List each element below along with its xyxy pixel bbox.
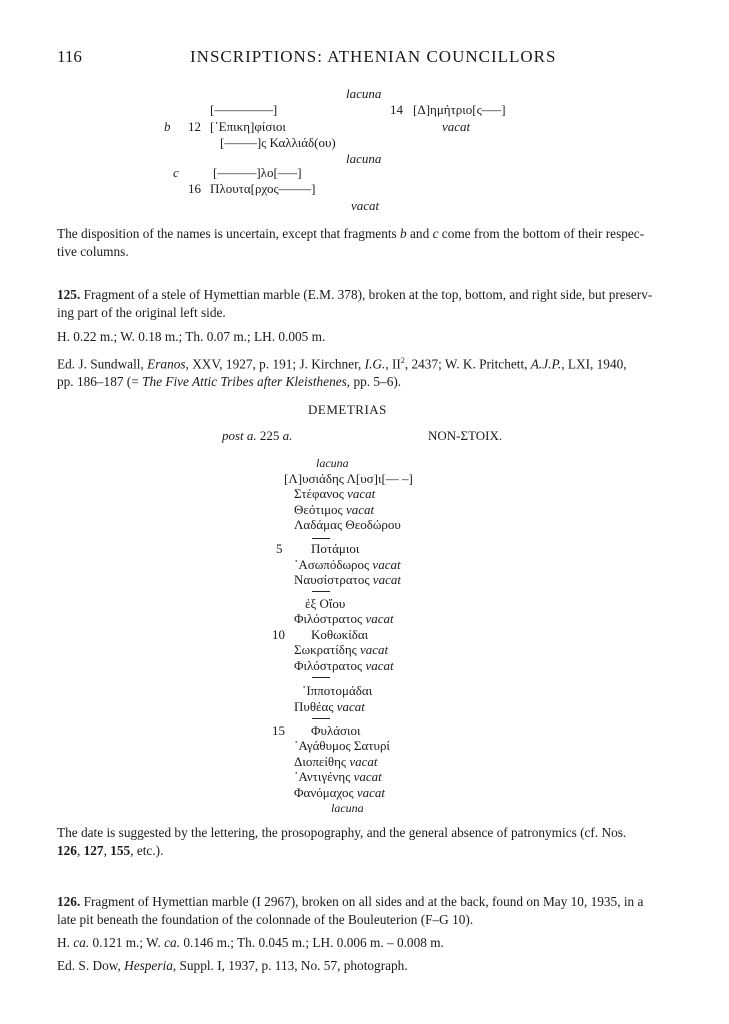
- line-number: 10: [272, 627, 285, 642]
- divider: [312, 718, 330, 719]
- entry-number: 126.: [57, 894, 81, 909]
- inscription-line: [––––––]λο[–––]: [213, 165, 302, 180]
- inscription-line: Ναυσίστρατος vacat: [294, 572, 401, 587]
- page-number: 116: [57, 47, 82, 66]
- lacuna-label: lacuna: [316, 456, 349, 470]
- line-number: 16: [188, 181, 201, 196]
- line-number: 12: [188, 119, 201, 134]
- inscription-line: Φυλάσιοι: [311, 723, 361, 738]
- inscription-line: ῾Ιπποτομάδαι: [302, 683, 373, 698]
- tribe-heading: DEMETRIAS: [308, 402, 387, 417]
- vacat-label: vacat: [351, 198, 380, 213]
- inscription-line: Κοθωκίδαι: [311, 627, 369, 642]
- entry-125-description: 125. Fragment of a stele of Hymettian marble (E.M. 378), broken at the top, bottom, and right side, but preserv- ing part of the original left side.: [57, 287, 653, 320]
- divider: [312, 591, 330, 592]
- entry-number: 125.: [57, 287, 81, 302]
- inscription-line: [Λ]υσιάδης Λ[υσ]ι[–– –]: [284, 471, 413, 486]
- inscription-line: Φανόμαχος vacat: [294, 785, 386, 800]
- entry-125-editions: Ed. J. Sundwall, Eranos, XXV, 1927, p. 191; J. Kirchner, I.G., $II^2$, 2437; W. K. Pritchett, A.J.P., LXI, 1940, pp. 186–187 (= The Five Attic Tribes after Kleisthenes, pp. 5–6).: [57, 356, 627, 390]
- inscription-line: Λαδάμας Θεοδώρου: [294, 517, 401, 532]
- line-number: 15: [272, 723, 285, 738]
- entry-126-dimensions: H. ca. 0.121 m.; W. ca. 0.146 m.; Th. 0.045 m.; LH. 0.006 m. – 0.008 m.: [57, 935, 444, 950]
- inscription-line: ᾿Αγάθυμος Σατυρί: [294, 738, 390, 753]
- line-number: 14: [390, 102, 403, 117]
- stoichedon-note: NON-ΣΤΟΙΧ.: [428, 428, 503, 443]
- lacuna-label: lacuna: [346, 86, 382, 101]
- entry-126-description: 126. Fragment of Hymettian marble (I 2967), broken on all sides and at the back, found on May 10, 1935, in a late pit beneath the foundation of the colonnade of the Bouleuterion (F–G 10).: [57, 894, 644, 927]
- inscription-line: [Δ]ημήτριο[ς–––]: [413, 102, 506, 117]
- inscription-line: Πλουτα[ρχος–––––]: [210, 181, 316, 196]
- running-title: INSCRIPTIONS: ATHENIAN COUNCILLORS: [190, 47, 557, 66]
- inscription-line: ᾿Ασωπόδωρος vacat: [294, 557, 401, 572]
- entry-125-commentary: The date is suggested by the lettering, the prosopography, and the general absence of patronymics (cf. Nos. 126, 127, 155, etc.).: [57, 825, 627, 858]
- fragment-label: b: [164, 119, 171, 134]
- inscription-line: Σωκρατίδης vacat: [294, 642, 389, 657]
- inscription-line: ᾿Αντιγένης vacat: [294, 769, 382, 784]
- inscription-line: Ποτάμιοι: [311, 541, 360, 556]
- inscription-line: [–––––––––]: [210, 102, 278, 117]
- entry-126-editions: Ed. S. Dow, Hesperia, Suppl. I, 1937, p. 113, No. 57, photograph.: [57, 958, 408, 973]
- entry-125-dimensions: H. 0.22 m.; W. 0.18 m.; Th. 0.07 m.; LH. 0.005 m.: [57, 329, 326, 344]
- divider: [312, 677, 330, 678]
- inscription-line: Διοπείθης vacat: [294, 754, 378, 769]
- date-line: post a. 225 a.: [222, 428, 293, 443]
- divider: [312, 538, 330, 539]
- inscription-line: [–––––]ς Καλλιάδ(ου): [220, 135, 336, 150]
- inscription-line: ἐξ Οἴου: [305, 596, 346, 611]
- disposition-note: The disposition of the names is uncertain, except that fragments b and c come from the bottom of their respec- tive columns.: [57, 226, 645, 259]
- inscription-line: Φιλόστρατος vacat: [294, 611, 394, 626]
- line-number: 5: [276, 541, 283, 556]
- inscription-line: [᾿Επικη]φίσιοι: [210, 119, 286, 134]
- lacuna-label: lacuna: [331, 801, 364, 815]
- fragment-label: c: [173, 165, 179, 180]
- inscription-line: Φιλόστρατος vacat: [294, 658, 394, 673]
- inscription-line: Στέφανος vacat: [294, 486, 376, 501]
- vacat-label: vacat: [442, 119, 471, 134]
- inscription-line: Θεότιμος vacat: [294, 502, 375, 517]
- inscription-line: Πυθέας vacat: [294, 699, 365, 714]
- lacuna-label: lacuna: [346, 151, 382, 166]
